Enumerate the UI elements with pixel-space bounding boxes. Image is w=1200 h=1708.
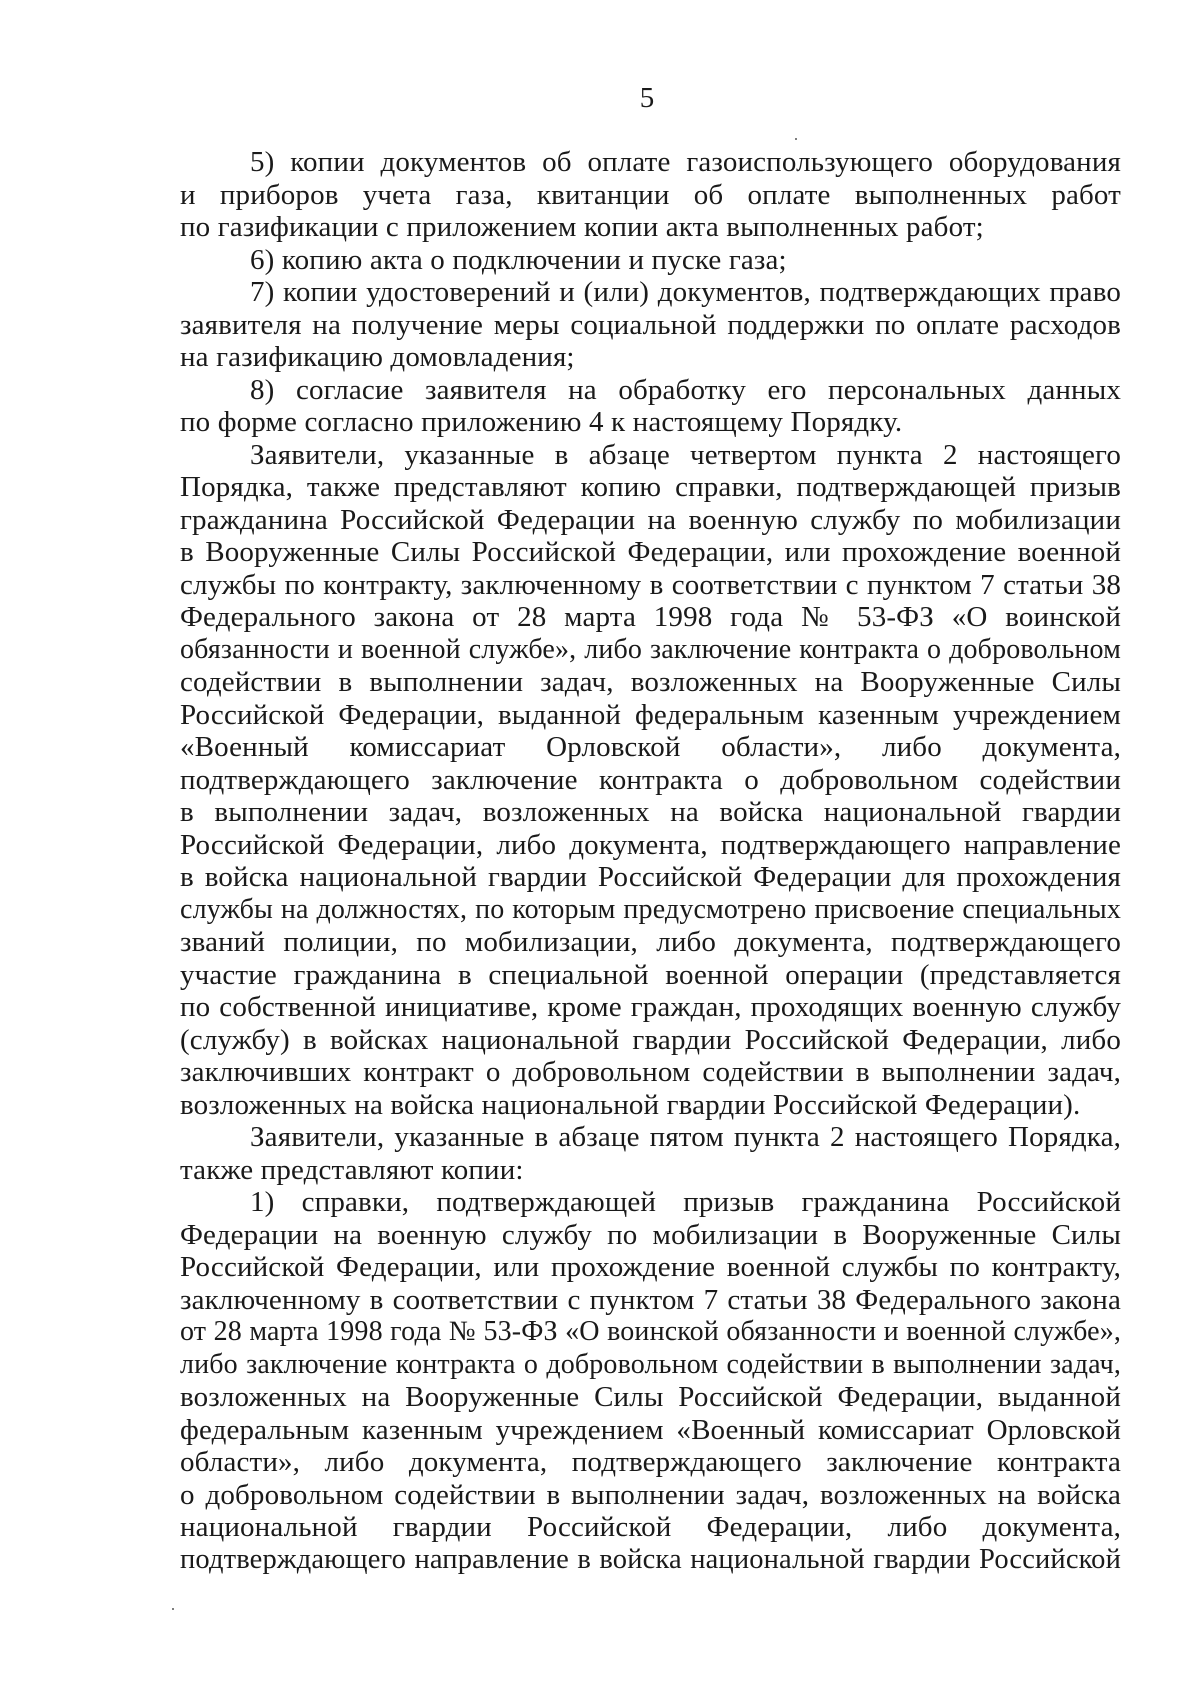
document-body <box>180 146 1121 1576</box>
document-line: по газификации с приложением копии акта выполненных работ; <box>180 211 984 243</box>
document-line: заявителя на получение меры социальной поддержки по оплате расходов <box>180 308 1121 341</box>
page-number: 5 <box>639 82 655 114</box>
document-line: званий полиции, по мобилизации, либо документа, подтверждающего <box>180 926 1121 958</box>
scan-speck <box>795 138 797 140</box>
document-line: обязанности и военной службе», либо заключение контракта о добровольном <box>180 633 1121 665</box>
document-line: 7) копии удостоверений и (или) документов, подтверждающих право <box>250 276 1121 308</box>
document-line: в войска национальной гвардии Российской Федерации для прохождения <box>180 861 1121 893</box>
document-line: либо заключение контракта о добровольном содействии в выполнении задач, <box>180 1348 1121 1380</box>
document-line: возложенных на войска национальной гвардии Российской Федерации). <box>180 1088 1081 1121</box>
document-line: службы по контракту, заключенному в соответствии с пунктом 7 статьи 38 <box>180 568 1121 601</box>
document-line: о добровольном содействии в выполнении задач, возложенных на войска <box>180 1478 1121 1511</box>
document-line: гражданина Российской Федерации на военную службу по мобилизации <box>180 503 1121 536</box>
document-line: 8) согласие заявителя на обработку его персональных данных <box>250 373 1121 406</box>
document-line: по собственной инициативе, кроме граждан, проходящих военную службу <box>180 991 1121 1023</box>
scan-speck <box>172 1608 174 1610</box>
document-line: области», либо документа, подтверждающего заключение контракта <box>180 1446 1121 1478</box>
document-line: 1) справки, подтверждающей призыв гражданина Российской <box>250 1186 1121 1218</box>
document-line: на газификацию домовладения; <box>180 341 575 373</box>
document-line: участие гражданина в специальной военной операции (представляется <box>180 958 1121 991</box>
document-line: федеральным казенным учреждением «Военный комиссариат Орловской <box>180 1413 1121 1446</box>
document-line: 6) копию акта о подключении и пуске газа; <box>250 243 787 276</box>
document-line: службы на должностях, по которым предусмотрено присвоение специальных <box>180 893 1121 925</box>
document-line: в выполнении задач, возложенных на войска национальной гвардии <box>180 796 1121 828</box>
document-line: и приборов учета газа, квитанции об оплате выполненных работ <box>180 178 1121 211</box>
document-line: по форме согласно приложению 4 к настоящему Порядку. <box>180 406 903 438</box>
document-line: также представляют копии: <box>180 1153 524 1186</box>
document-line: 5) копии документов об оплате газоиспользующего оборудования <box>250 146 1121 178</box>
document-line: в Вооруженные Силы Российской Федерации, или прохождение военной <box>180 536 1121 568</box>
document-line: Российской Федерации, либо документа, подтверждающего направление <box>180 828 1121 861</box>
document-line: подтверждающего направление в войска национальной гвардии Российской <box>180 1543 1121 1575</box>
document-line: «Военный комиссариат Орловской области», либо документа, <box>180 731 1121 763</box>
document-line: Заявители, указанные в абзаце пятом пункта 2 настоящего Порядка, <box>250 1121 1121 1153</box>
document-line: национальной гвардии Российской Федерации, либо документа, <box>180 1511 1121 1543</box>
document-line: подтверждающего заключение контракта о добровольном содействии <box>180 763 1121 796</box>
document-line: Федерального закона от 28 марта 1998 года № 53-ФЗ «О воинской <box>180 601 1121 633</box>
document-line: заключенному в соответствии с пунктом 7 статьи 38 Федерального закона <box>180 1283 1121 1316</box>
document-line: возложенных на Вооруженные Силы Российской Федерации, выданной <box>180 1381 1121 1413</box>
document-line: Порядка, также представляют копию справки, подтверждающей призыв <box>180 471 1121 503</box>
document-line: от 28 марта 1998 года № 53-ФЗ «О воинской обязанности и военной службе», <box>180 1316 1121 1347</box>
document-line: заключивших контракт о добровольном содействии в выполнении задач, <box>180 1056 1121 1088</box>
document-line: Российской Федерации, выданной федеральным казенным учреждением <box>180 698 1121 731</box>
document-line: Российской Федерации, или прохождение военной службы по контракту, <box>180 1251 1121 1283</box>
document-line: (службу) в войсках национальной гвардии Российской Федерации, либо <box>180 1023 1121 1056</box>
document-line: содействии в выполнении задач, возложенных на Вооруженные Силы <box>180 666 1121 698</box>
document-line: Заявители, указанные в абзаце четвертом пункта 2 настоящего <box>250 438 1121 471</box>
document-line: Федерации на военную службу по мобилизации в Вооруженные Силы <box>180 1218 1121 1251</box>
